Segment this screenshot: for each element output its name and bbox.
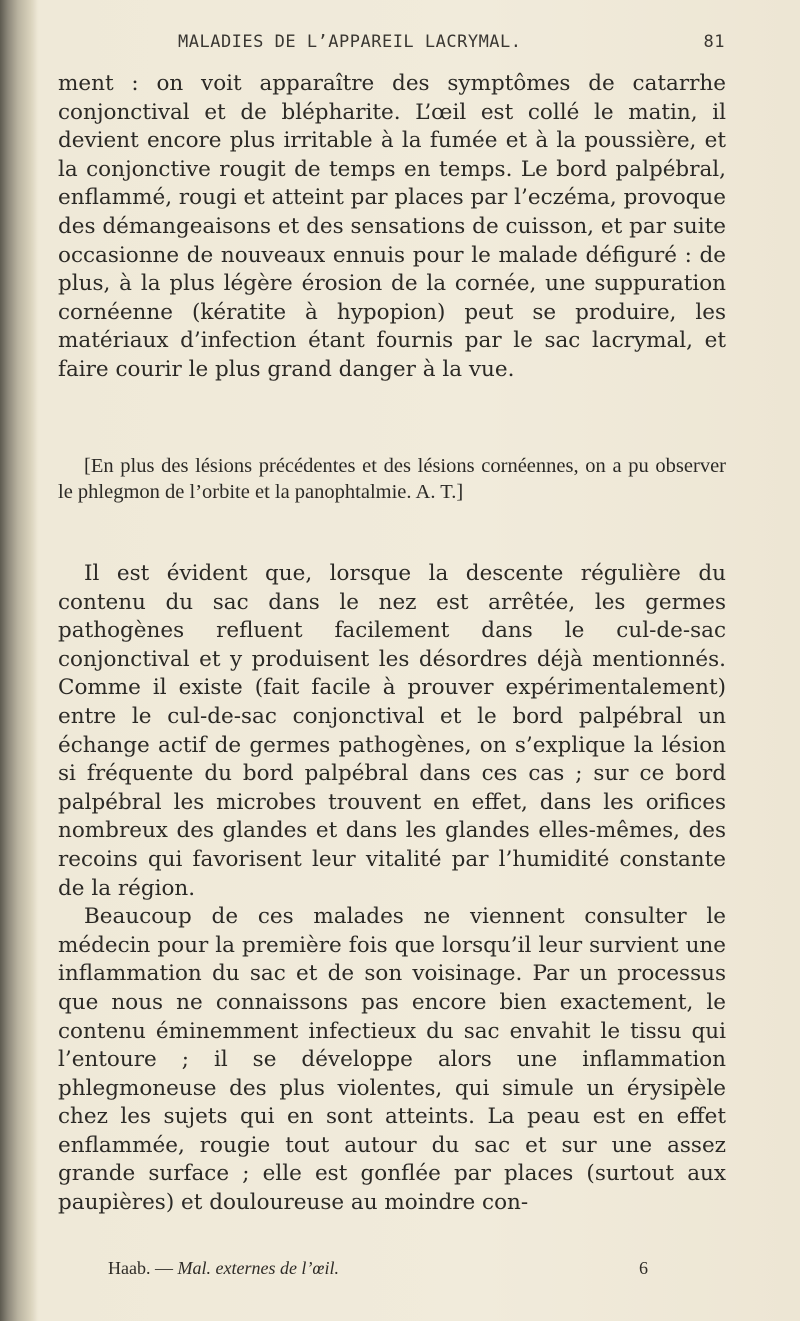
editor-note [58,453,726,505]
page-number: 81 [703,32,725,52]
paragraph-germes: Il est évident que, lorsque la descente régulière du contenu du sac dans le nez est arrêtée, les germes pathogènes refluent facilement dans le cul-de-sac conjonctival et y produisent les désordres déjà mentionnés. Comme il existe (fait facile à prouver expérimentalement) entre le cul-de-sac conjonctival et le bord palpébral un échange actif de germes pathogènes, on s’explique la lésion si fréquente du bord palpébral dans ces cas ; sur ce bord palpébral les microbes trouvent en effet, dans les orifices nombreux des glandes et dans les glandes elles-mêmes, des recoins qui favorisent leur vitalité par l’humidité constante de la région. [58,561,726,901]
page-binding-shadow [0,0,38,1321]
signature-mark: 6 [639,1258,648,1278]
footer-work-title: Mal. externes de l’œil. [177,1258,339,1278]
page-footer [108,1258,648,1284]
running-head [60,28,725,58]
paragraph-catarrhe: ment : on voit apparaître des symptômes de catarrhe conjonctival et de blépharite. L’œil est collé le matin, il devient encore plus irritable à la fumée et à la poussière, et la conjonctive rougit de temps en temps. Le bord palpébral, enflammé, rougi et atteint par places par l’eczéma, provoque des démangeaisons et des sensations de cuisson, et par suite occasionne de nouveaux ennuis pour le malade défiguré : de plus, à la plus légère érosion de la cornée, une suppuration cornéenne (kératite à hypopion) peut se produire, les matériaux d’infection étant fournis par le sac lacrymal, et faire courir le plus grand danger à la vue. [58,71,726,382]
footer-separator: — [150,1258,178,1278]
paragraph-inflammation: Beaucoup de ces malades ne viennent consulter le médecin pour la première fois que lorsqu’il leur survient une inflammation du sac et de son voisinage. Par un processus que nous ne connaissons pas encore bien exactement, le contenu éminemment infectieux du sac envahit le tissu qui l’entoure ; il se développe alors une inflammation phlegmoneuse des plus violentes, qui simule un érysipèle chez les sujets qui en sont atteints. La peau est en effet enflammée, rougie tout autour du sac et sur une assez grande surface ; elle est gonflée par places (surtout aux paupières) et douloureuse au moindre con- [58,904,726,1216]
editor-note-text: [En plus des lésions précédentes et des lésions cornéennes, on a pu observer le phlegmon de l’orbite et la panophtalmie. A. T.] [58,455,726,503]
footer-citation [108,1258,339,1279]
body-text-bottom [58,560,726,1218]
running-head-title: MALADIES DE L’APPAREIL LACRYMAL. [178,32,522,52]
body-text-top [58,70,726,385]
footer-author: Haab. [108,1258,151,1278]
